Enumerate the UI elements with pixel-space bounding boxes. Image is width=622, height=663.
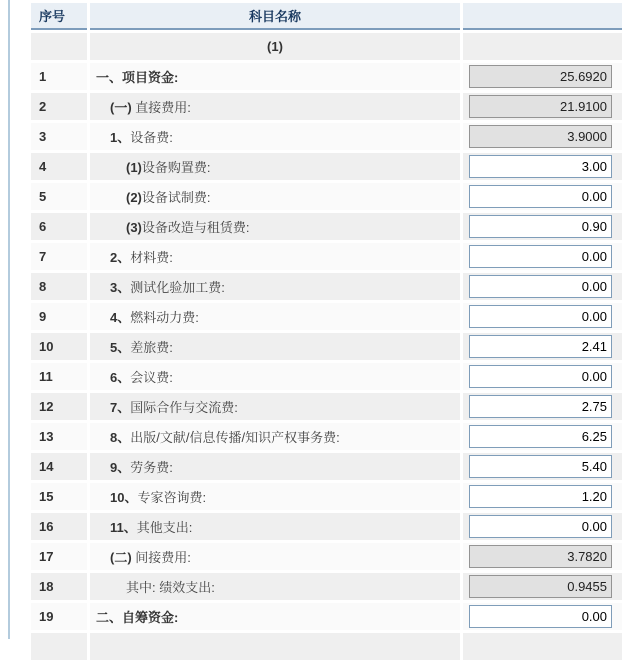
row-seq: 11 — [31, 363, 87, 390]
row-seq: 4 — [31, 153, 87, 180]
row-value-cell — [463, 603, 622, 630]
amount-input[interactable] — [469, 155, 612, 178]
row-label-text: 专家咨询费: — [137, 490, 207, 505]
table-row — [31, 303, 622, 330]
row-value-cell — [463, 393, 622, 420]
row-marker: 4、 — [110, 310, 131, 325]
row-label-text: 劳务费: — [130, 460, 173, 475]
row-subject-label — [90, 93, 460, 120]
table-row — [31, 513, 622, 540]
row-marker: 7、 — [110, 400, 131, 415]
row-value-cell — [463, 273, 622, 300]
amount-input[interactable] — [469, 215, 612, 238]
row-marker: 2、 — [110, 250, 131, 265]
amount-input[interactable] — [469, 425, 612, 448]
row-value-cell — [463, 93, 622, 120]
row-marker: (3) — [126, 220, 142, 235]
table-row — [31, 93, 622, 120]
row-label-text: 设备费: — [130, 130, 173, 145]
subheader-value-cell — [463, 33, 622, 60]
row-subject-label — [90, 573, 460, 600]
row-subject-label — [90, 243, 460, 270]
row-seq: 19 — [31, 603, 87, 630]
row-subject-label — [90, 393, 460, 420]
table-row — [31, 273, 622, 300]
row-seq: 18 — [31, 573, 87, 600]
readonly-amount-input — [469, 65, 612, 88]
table-row — [31, 183, 622, 210]
row-marker: (1) — [126, 160, 142, 175]
empty-cell — [90, 633, 460, 660]
row-label-text: 设备试制费: — [141, 190, 211, 205]
row-label-text: 项目资金: — [122, 70, 179, 85]
amount-input[interactable] — [469, 335, 612, 358]
row-value-cell — [463, 543, 622, 570]
row-label-text: 其他支出: — [136, 520, 193, 535]
row-subject-label — [90, 183, 460, 210]
row-marker: 10、 — [110, 490, 138, 505]
row-subject-label — [90, 603, 460, 630]
row-value-cell — [463, 453, 622, 480]
row-marker: (一) — [110, 100, 132, 115]
row-subject-label — [90, 153, 460, 180]
row-marker: 1、 — [110, 130, 131, 145]
amount-input[interactable] — [469, 485, 612, 508]
row-value-cell — [463, 63, 622, 90]
row-seq: 5 — [31, 183, 87, 210]
row-value-cell — [463, 123, 622, 150]
row-seq: 7 — [31, 243, 87, 270]
row-subject-label — [90, 453, 460, 480]
table-row — [31, 153, 622, 180]
row-marker: 9、 — [110, 460, 131, 475]
row-value-cell — [463, 513, 622, 540]
row-value-cell — [463, 483, 622, 510]
empty-cell — [31, 633, 87, 660]
row-seq: 13 — [31, 423, 87, 450]
amount-input[interactable] — [469, 245, 612, 268]
row-marker: 一、 — [96, 70, 123, 85]
row-label-text: 差旅费: — [130, 340, 173, 355]
row-subject-label — [90, 63, 460, 90]
table-row — [31, 363, 622, 390]
readonly-amount-input — [469, 125, 612, 148]
row-marker: (2) — [126, 190, 142, 205]
row-label-text: 国际合作与交流费: — [130, 400, 238, 415]
table-row — [31, 333, 622, 360]
row-marker: 8、 — [110, 430, 131, 445]
row-label-text: 出版/文献/信息传播/知识产权事务费: — [130, 430, 340, 445]
row-value-cell — [463, 213, 622, 240]
column-header-seq: 序号 — [31, 3, 87, 30]
row-seq: 16 — [31, 513, 87, 540]
row-label-text: 设备改造与租赁费: — [141, 220, 250, 235]
row-subject-label — [90, 273, 460, 300]
row-seq: 17 — [31, 543, 87, 570]
readonly-amount-input — [469, 545, 612, 568]
row-seq: 10 — [31, 333, 87, 360]
column-header-value — [463, 3, 622, 30]
amount-input[interactable] — [469, 185, 612, 208]
table-row — [31, 393, 622, 420]
row-subject-label — [90, 213, 460, 240]
table-subheader-row — [31, 33, 622, 60]
readonly-amount-input — [469, 575, 612, 598]
row-seq: 14 — [31, 453, 87, 480]
row-label-text: 会议费: — [130, 370, 173, 385]
row-subject-label — [90, 543, 460, 570]
row-label-text: 燃料动力费: — [130, 310, 199, 325]
row-marker: 11、 — [110, 520, 137, 535]
row-label-text: 材料费: — [130, 250, 173, 265]
table-row — [31, 243, 622, 270]
table-row — [31, 123, 622, 150]
row-value-cell — [463, 243, 622, 270]
row-value-cell — [463, 183, 622, 210]
amount-input[interactable] — [469, 365, 612, 388]
budget-table — [28, 0, 622, 663]
row-subject-label — [90, 303, 460, 330]
row-seq: 6 — [31, 213, 87, 240]
row-label-text: 测试化验加工费: — [130, 280, 225, 295]
row-marker: (二) — [110, 550, 132, 565]
table-row — [31, 543, 622, 570]
amount-input[interactable] — [469, 395, 612, 418]
column-header-name: 科目名称 — [90, 3, 460, 30]
table-row — [31, 423, 622, 450]
row-value-cell — [463, 423, 622, 450]
row-marker: 6、 — [110, 370, 131, 385]
table-row — [31, 63, 622, 90]
row-value-cell — [463, 573, 622, 600]
table-row — [31, 213, 622, 240]
subheader-label: (1) — [90, 33, 460, 60]
amount-input[interactable] — [469, 515, 612, 538]
row-value-cell — [463, 303, 622, 330]
row-marker: 5、 — [110, 340, 131, 355]
row-seq: 12 — [31, 393, 87, 420]
amount-input[interactable] — [469, 275, 612, 298]
row-label-text: 自筹资金: — [122, 610, 179, 625]
amount-input[interactable] — [469, 605, 612, 628]
table-row — [31, 453, 622, 480]
row-marker: 二、 — [96, 610, 123, 625]
table-row-clipped — [31, 633, 622, 660]
row-subject-label — [90, 513, 460, 540]
row-value-cell — [463, 363, 622, 390]
row-subject-label — [90, 423, 460, 450]
row-value-cell — [463, 153, 622, 180]
row-seq: 3 — [31, 123, 87, 150]
table-header-row — [31, 3, 622, 30]
table-row — [31, 603, 622, 630]
row-seq: 15 — [31, 483, 87, 510]
row-label-text: 间接费用: — [131, 550, 191, 565]
subheader-seq-cell — [31, 33, 87, 60]
row-subject-label — [90, 363, 460, 390]
amount-input[interactable] — [469, 455, 612, 478]
amount-input[interactable] — [469, 305, 612, 328]
row-label-text: 其中: 绩效支出: — [126, 580, 215, 595]
panel-divider-line — [8, 0, 10, 639]
row-subject-label — [90, 483, 460, 510]
row-subject-label — [90, 333, 460, 360]
row-label-text: 直接费用: — [131, 100, 191, 115]
table-row — [31, 573, 622, 600]
row-value-cell — [463, 333, 622, 360]
row-seq: 2 — [31, 93, 87, 120]
table-row — [31, 483, 622, 510]
empty-cell — [463, 633, 622, 660]
row-subject-label — [90, 123, 460, 150]
row-seq: 1 — [31, 63, 87, 90]
row-seq: 9 — [31, 303, 87, 330]
row-seq: 8 — [31, 273, 87, 300]
readonly-amount-input — [469, 95, 612, 118]
row-marker: 3、 — [110, 280, 131, 295]
row-label-text: 设备购置费: — [141, 160, 211, 175]
